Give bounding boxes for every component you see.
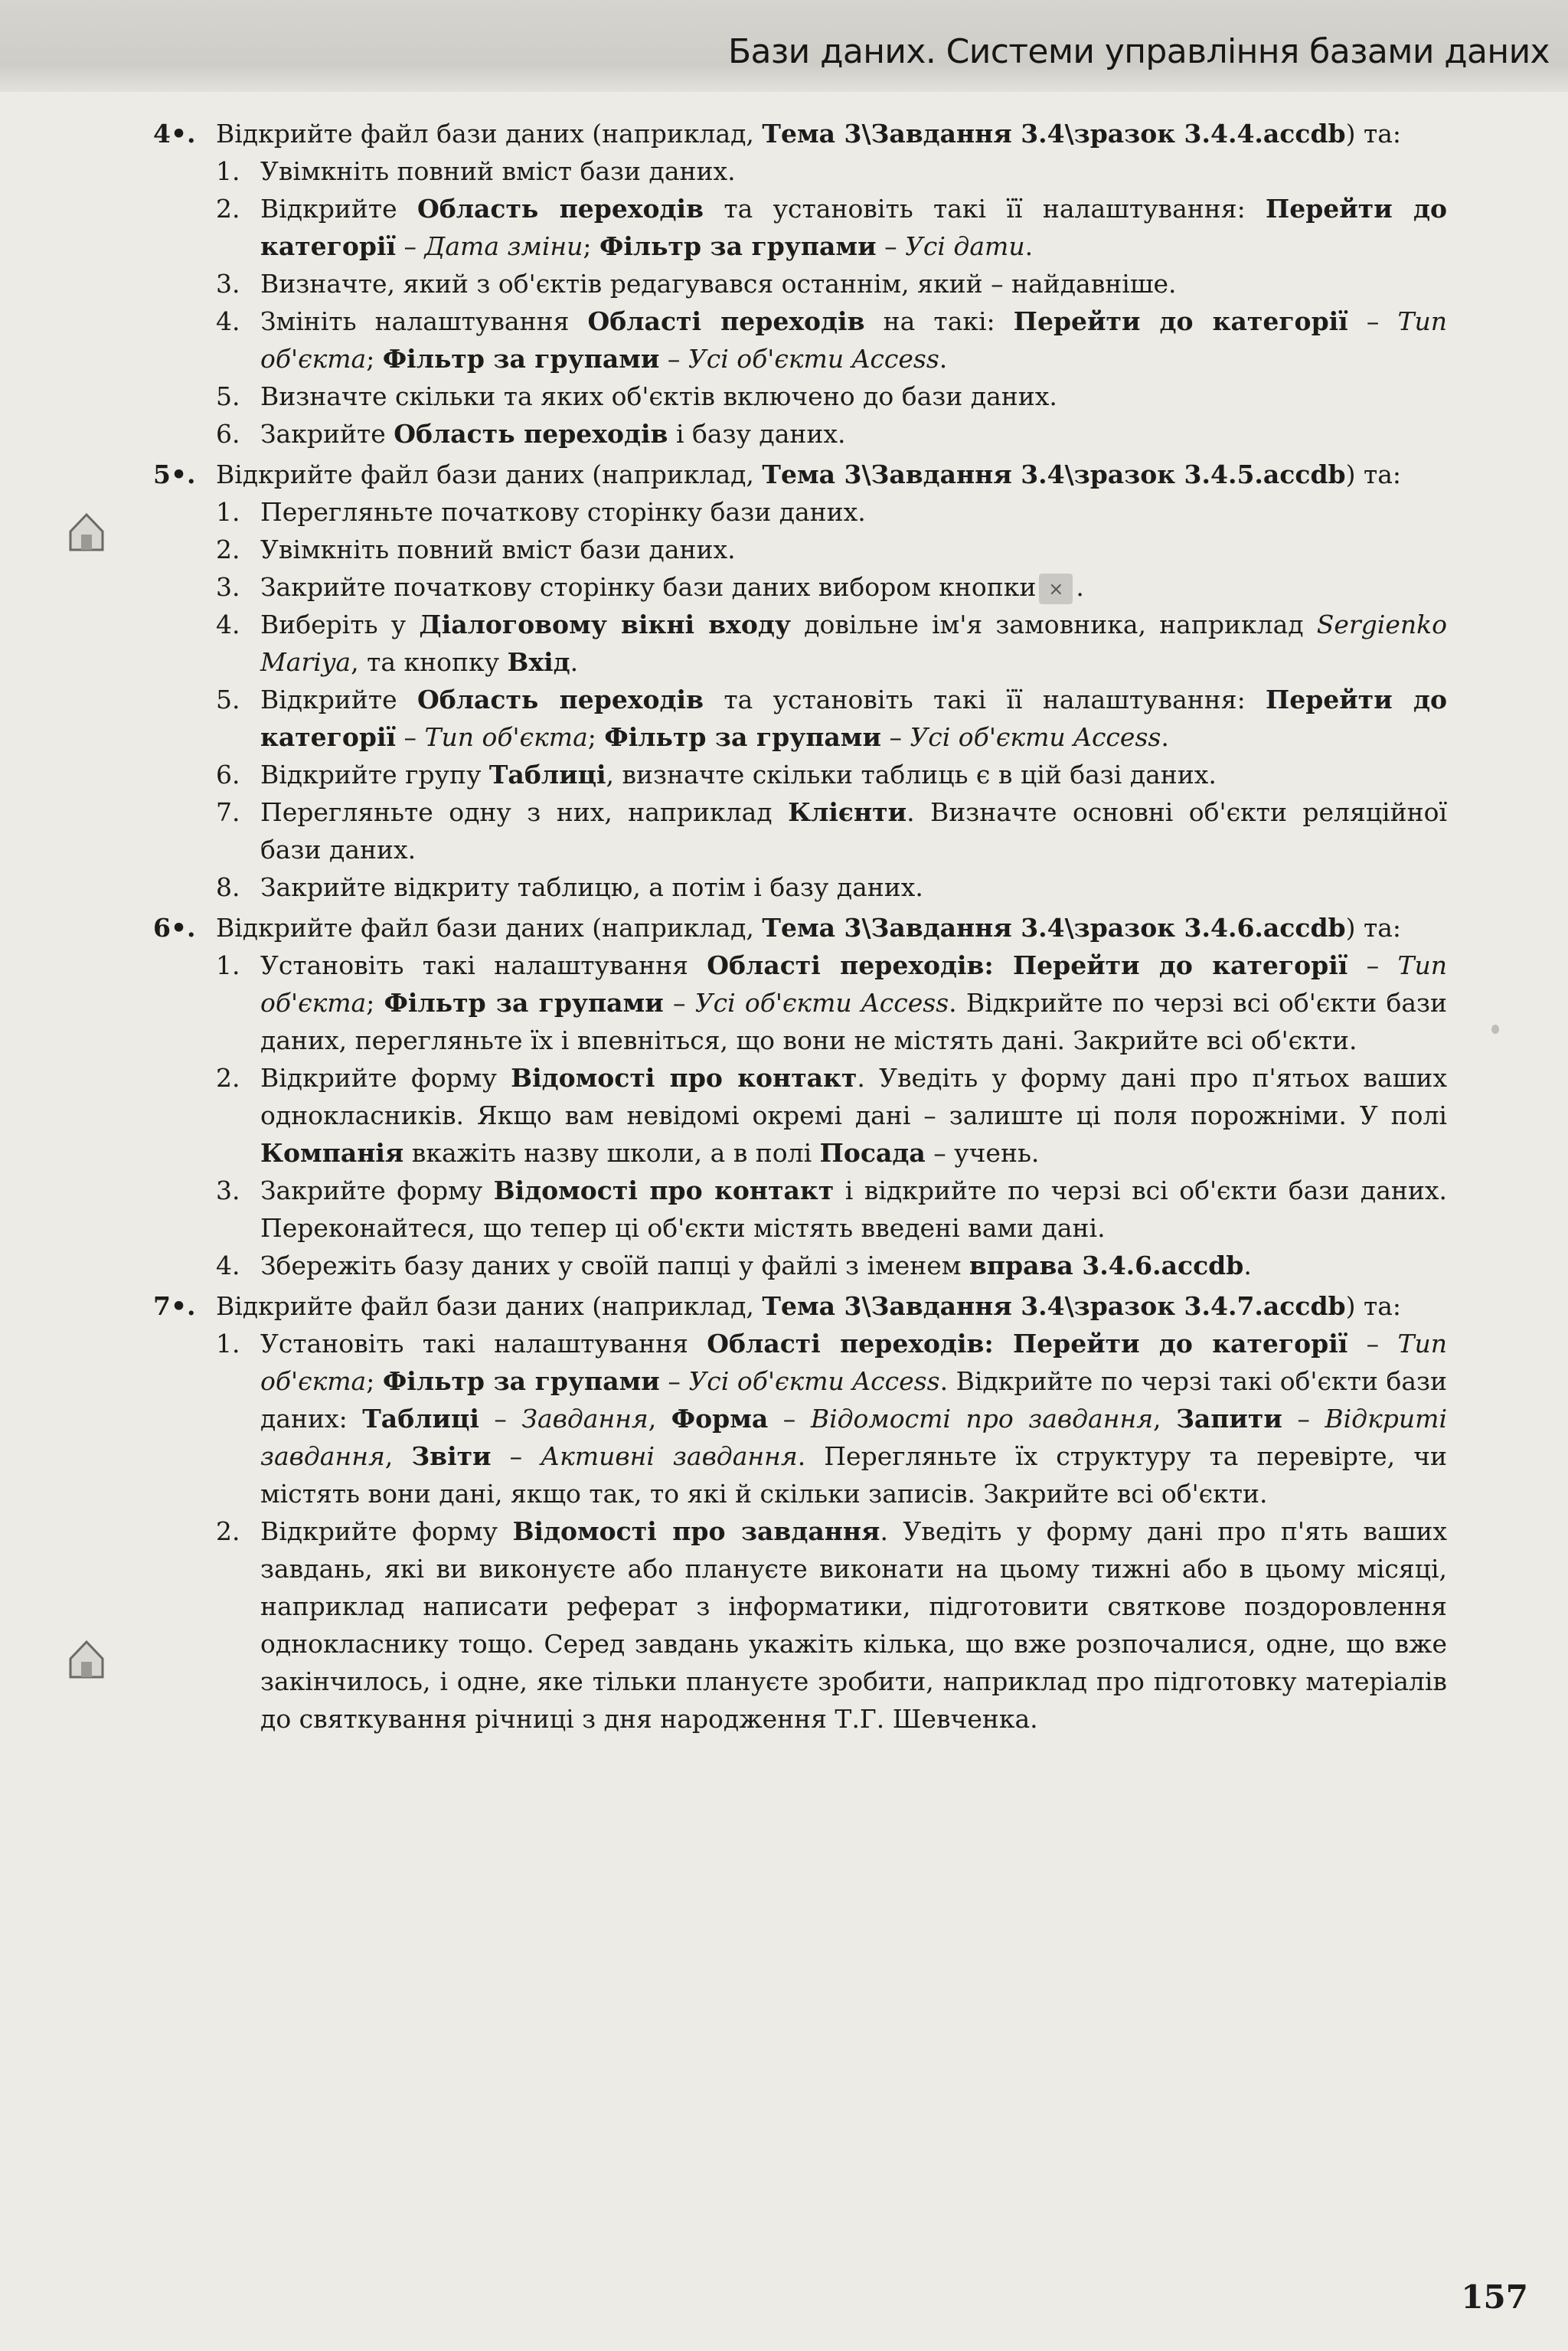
text: Закрийте <box>260 419 394 449</box>
text: вкажіть назву школи, а в полі <box>403 1138 820 1168</box>
text: . Відкрийте по черзі всі об'єкти бази даних, перегляньте їх і впевніться, що вони не містять дані. Закрийте всі об'єкти. <box>260 988 1448 1055</box>
text: та установіть такі її налаштування: <box>704 685 1266 714</box>
step <box>153 1325 1447 1512</box>
term: Відомості про контакт <box>511 1063 858 1093</box>
value: Тип об'єкта <box>424 722 588 752</box>
step <box>153 531 1447 568</box>
text: ; <box>366 1366 383 1396</box>
term: Області переходів: Перейти до категорії <box>707 1329 1348 1359</box>
value: Завдання <box>521 1404 648 1434</box>
text: – <box>1348 306 1398 336</box>
step-number: 8. <box>216 872 240 902</box>
text: Виберіть у <box>260 610 420 639</box>
step-number: 2. <box>216 1516 240 1546</box>
step-number: 6. <box>216 760 240 790</box>
value: Усі об'єкти Access <box>694 988 949 1018</box>
text: ) та: <box>1345 119 1402 149</box>
step-number: 6. <box>216 419 240 449</box>
text: – <box>1348 1329 1398 1359</box>
step-text: Визначте, який з об'єктів редагувався останнім, який – найдавніше. <box>260 269 1177 299</box>
term: Фільтр за групами <box>382 1366 660 1396</box>
value: Відкриті завдання <box>260 1404 1448 1471</box>
value: Тип об'єкта <box>260 1329 1448 1396</box>
text: . Визначте основні об'єкти реляційної бази даних. <box>260 797 1448 865</box>
text: – <box>1348 950 1398 980</box>
step <box>153 1512 1447 1738</box>
text: Відкрийте <box>260 685 417 714</box>
step-number: 3. <box>216 269 240 299</box>
text: , та кнопку <box>351 647 508 677</box>
term: Таблиці <box>362 1404 479 1434</box>
step <box>153 190 1447 265</box>
step <box>153 868 1447 906</box>
value: Усі об'єкти Access <box>910 722 1161 752</box>
text: – <box>1282 1404 1325 1434</box>
step-number: 5. <box>216 685 240 714</box>
step-text: Закрийте відкриту таблицю, а потім і базу даних. <box>260 872 923 902</box>
step-number: 2. <box>216 535 240 564</box>
term: Перейти до категорії <box>1013 306 1348 336</box>
text: ) та: <box>1345 1291 1402 1321</box>
term: Відомості про завдання <box>512 1516 880 1546</box>
text: Відкрийте файл бази даних (наприклад, <box>216 119 763 149</box>
page-number: 157 <box>1461 2278 1528 2316</box>
home-icon <box>66 508 107 553</box>
text: і відкрийте по черзі всі об'єкти бази даних. Переконайтеся, що тепер ці об'єкти містять введені вами дані. <box>260 1176 1447 1243</box>
text: – <box>479 1404 522 1434</box>
text: , визначте скільки таблиць є в цій базі даних. <box>606 760 1217 790</box>
text: Відкрийте форму <box>260 1516 513 1546</box>
term: Область переходів <box>394 419 668 449</box>
value: Активні завдання <box>541 1441 798 1471</box>
text: . Уведіть у форму дані про п'ятьох ваших однокласників. Якщо вам невідомі окремі дані – залиште ці поля порожніми. У полі <box>260 1063 1447 1130</box>
step-number: 4. <box>216 306 240 336</box>
step-number: 1. <box>216 950 240 980</box>
text: Відкрийте <box>260 194 417 224</box>
text: – <box>876 231 906 261</box>
file-path: Тема 3\Завдання 3.4\зразок 3.4.4.accdb <box>762 119 1346 149</box>
value: Sergienko Mariya <box>260 610 1447 677</box>
term: Перейти до категорії <box>260 685 1448 752</box>
text: Збережіть базу даних у своїй папці у файлі з іменем <box>260 1251 969 1280</box>
text: – учень. <box>925 1138 1040 1168</box>
text: . Уведіть у форму дані про п'ять ваших завдань, які ви виконуєте або плануєте виконати на цьому тижні або в цьому місяці, наприклад написати реферат з інформатики, підготовити святкове поздоровлення однокласнику тощо. Серед завдань укажіть кілька, що вже розпочалися, одне, що вже закінчилось, і одне, яке тільки плануєте зробити, наприклад про підготовку матеріалів до святкування річниці з дня народження Т.Г. Шевченка. <box>260 1516 1447 1734</box>
step <box>153 1247 1447 1284</box>
term: Фільтр за групами <box>599 231 877 261</box>
text: Закрийте форму <box>260 1176 494 1205</box>
step <box>153 378 1447 415</box>
file-path: Тема 3\Завдання 3.4\зразок 3.4.7.accdb <box>762 1291 1346 1321</box>
step <box>153 493 1447 531</box>
term: Звіти <box>411 1441 492 1471</box>
step-number: 3. <box>216 572 240 602</box>
term: Області переходів <box>587 306 865 336</box>
term: Компанія <box>260 1138 404 1168</box>
step <box>153 152 1447 190</box>
value: Тип об'єкта <box>260 306 1447 374</box>
step <box>153 1059 1447 1172</box>
text: – <box>396 722 425 752</box>
page-title: Бази даних. Системи управління базами даних <box>727 32 1550 71</box>
step-number: 1. <box>216 156 240 186</box>
text: – <box>659 344 688 374</box>
text: . <box>1243 1251 1252 1280</box>
exercise-5 <box>153 456 1447 906</box>
text: ; <box>366 344 383 374</box>
term: Клієнти <box>788 797 907 827</box>
text: . <box>1161 722 1169 752</box>
term: Області переходів: Перейти до категорії <box>707 950 1348 980</box>
term: Фільтр за групами <box>604 722 881 752</box>
header-band <box>0 0 1568 92</box>
text: Закрийте початкову сторінку бази даних вибором кнопки <box>260 572 1037 602</box>
text: Змініть налаштування <box>260 306 588 336</box>
text: ; <box>366 988 384 1018</box>
file-path: Тема 3\Завдання 3.4\зразок 3.4.6.accdb <box>762 913 1346 943</box>
text: . <box>1024 231 1034 261</box>
step <box>153 302 1447 378</box>
text: . Перегляньте їх структуру та перевірте, чи містять вони дані, якщо так, то які й скільки записів. Закрийте всі об'єкти. <box>260 1441 1448 1509</box>
exercise-header <box>153 456 1447 493</box>
step-number: 2. <box>216 1063 240 1093</box>
text: ) та: <box>1345 459 1402 489</box>
term: Фільтр за групами <box>384 988 664 1018</box>
text: та установіть такі її налаштування: <box>704 194 1266 224</box>
value: Відомості про завдання <box>810 1404 1154 1434</box>
file-path: Тема 3\Завдання 3.4\зразок 3.4.5.accdb <box>762 459 1346 489</box>
exercise-header <box>153 115 1447 152</box>
step-text: Увімкніть повний вміст бази даних. <box>260 156 736 186</box>
value: Усі об'єкти Access <box>688 1366 940 1396</box>
step-number: 1. <box>216 1329 240 1359</box>
step-number: 4. <box>216 1251 240 1280</box>
term: Вхід <box>507 647 570 677</box>
step <box>153 681 1447 756</box>
exercise-6 <box>153 909 1447 1284</box>
term: Фільтр за групами <box>382 344 660 374</box>
text: ) та: <box>1345 913 1402 943</box>
text: – <box>659 1366 689 1396</box>
exercise-4 <box>153 115 1447 453</box>
step-number: 5. <box>216 381 240 411</box>
print-speck <box>1491 1025 1499 1034</box>
text: – <box>768 1404 811 1434</box>
text: на такі: <box>864 306 1014 336</box>
step-number: 4. <box>216 610 240 639</box>
text: – <box>880 722 910 752</box>
exercise-number: 7•. <box>153 1291 196 1321</box>
value: Тип об'єкта <box>260 950 1448 1018</box>
text: – <box>396 231 425 261</box>
text: ; <box>583 231 600 261</box>
text: Відкрийте файл бази даних (наприклад, <box>216 459 763 489</box>
text: Відкрийте форму <box>260 1063 511 1093</box>
text: Перегляньте одну з них, наприклад <box>260 797 789 827</box>
term: Діалоговому вікні входу <box>419 610 791 639</box>
value: Усі дати <box>905 231 1025 261</box>
step-text: Визначте скільки та яких об'єктів включено до бази даних. <box>260 381 1057 411</box>
text: – <box>491 1441 541 1471</box>
term: вправа 3.4.6.accdb <box>969 1251 1244 1280</box>
exercise-number: 6•. <box>153 913 196 943</box>
step <box>153 606 1447 681</box>
text: і базу даних. <box>668 419 846 449</box>
step-number: 7. <box>216 797 240 827</box>
text: ; <box>587 722 605 752</box>
term: Запити <box>1176 1404 1282 1434</box>
text: , <box>384 1441 412 1471</box>
home-icon <box>66 1636 107 1680</box>
value: Дата зміни <box>424 231 583 261</box>
step <box>153 265 1447 302</box>
exercise-7 <box>153 1287 1447 1738</box>
term: Перейти до категорії <box>260 194 1448 261</box>
text: Відкрийте файл бази даних (наприклад, <box>216 913 763 943</box>
step <box>153 756 1447 793</box>
text: довільне ім'я замовника, наприклад <box>790 610 1317 639</box>
text: . <box>1076 572 1084 602</box>
term: Форма <box>671 1404 769 1434</box>
step-number: 3. <box>216 1176 240 1205</box>
step <box>153 947 1447 1059</box>
term: Посада <box>819 1138 926 1168</box>
text: . <box>939 344 948 374</box>
exercise-number: 5•. <box>153 459 196 489</box>
term: Область переходів <box>416 194 704 224</box>
exercise-number: 4•. <box>153 119 196 149</box>
exercise-header <box>153 909 1447 947</box>
step-number: 1. <box>216 497 240 527</box>
term: Відомості про контакт <box>493 1176 835 1205</box>
step <box>153 1172 1447 1247</box>
text: . Відкрийте по черзі такі об'єкти бази даних: <box>260 1366 1447 1434</box>
exercise-list <box>153 115 1447 1741</box>
text: , <box>1153 1404 1177 1434</box>
text: Відкрийте групу <box>260 760 489 790</box>
term: Область переходів <box>416 685 704 714</box>
value: Усі об'єкти Access <box>688 344 939 374</box>
close-button-icon: × <box>1039 574 1073 604</box>
text: . <box>570 647 579 677</box>
text: Установіть такі налаштування <box>260 950 707 980</box>
text: – <box>663 988 695 1018</box>
step <box>153 568 1447 606</box>
step-text: Перегляньте початкову сторінку бази даних. <box>260 497 866 527</box>
text: Установіть такі налаштування <box>260 1329 707 1359</box>
exercise-header <box>153 1287 1447 1325</box>
step <box>153 793 1447 868</box>
text: , <box>648 1404 671 1434</box>
step-number: 2. <box>216 194 240 224</box>
step <box>153 415 1447 453</box>
term: Таблиці <box>488 760 606 790</box>
step-text: Увімкніть повний вміст бази даних. <box>260 535 736 564</box>
text: Відкрийте файл бази даних (наприклад, <box>216 1291 763 1321</box>
